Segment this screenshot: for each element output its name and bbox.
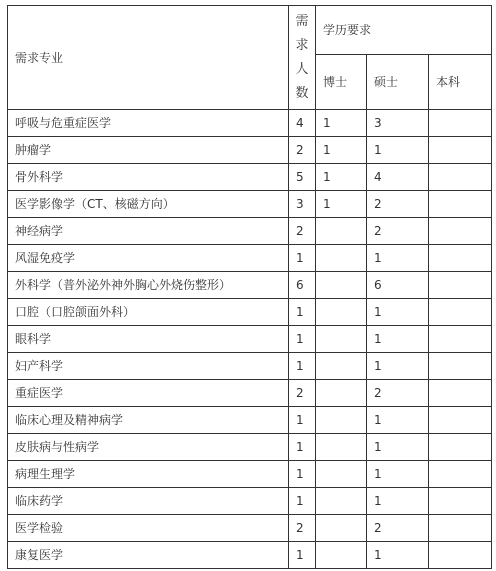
cell-master: 6 — [367, 272, 429, 299]
header-education: 学历要求 — [316, 6, 492, 55]
cell-major: 肿瘤学 — [8, 137, 289, 164]
cell-phd: 1 — [316, 110, 367, 137]
cell-count: 2 — [289, 218, 316, 245]
header-bachelor: 本科 — [429, 54, 492, 109]
cell-phd — [316, 299, 367, 326]
cell-master: 2 — [367, 515, 429, 542]
cell-bachelor — [429, 515, 492, 542]
cell-master: 2 — [367, 191, 429, 218]
cell-count: 1 — [289, 299, 316, 326]
cell-bachelor — [429, 272, 492, 299]
cell-master: 1 — [367, 407, 429, 434]
table-row — [8, 191, 492, 218]
table-row — [8, 515, 492, 542]
cell-phd — [316, 542, 367, 569]
table-row — [8, 326, 492, 353]
table-row — [8, 380, 492, 407]
table-row — [8, 434, 492, 461]
table-row — [8, 299, 492, 326]
cell-count: 3 — [289, 191, 316, 218]
header-master: 硕士 — [367, 54, 429, 109]
cell-count: 1 — [289, 488, 316, 515]
cell-bachelor — [429, 542, 492, 569]
header-phd: 博士 — [316, 54, 367, 109]
cell-bachelor — [429, 245, 492, 272]
cell-bachelor — [429, 407, 492, 434]
cell-major: 重症医学 — [8, 380, 289, 407]
cell-bachelor — [429, 137, 492, 164]
table-row — [8, 461, 492, 488]
cell-master: 1 — [367, 542, 429, 569]
cell-bachelor — [429, 299, 492, 326]
cell-count: 2 — [289, 137, 316, 164]
cell-master: 1 — [367, 434, 429, 461]
table-row — [8, 164, 492, 191]
cell-bachelor — [429, 380, 492, 407]
cell-major: 康复医学 — [8, 542, 289, 569]
header-row-1 — [8, 6, 492, 55]
cell-master: 1 — [367, 137, 429, 164]
cell-count: 6 — [289, 272, 316, 299]
cell-phd — [316, 488, 367, 515]
cell-phd — [316, 326, 367, 353]
cell-major: 医学影像学（CT、核磁方向） — [8, 191, 289, 218]
cell-master: 4 — [367, 164, 429, 191]
cell-major: 皮肤病与性病学 — [8, 434, 289, 461]
cell-phd — [316, 461, 367, 488]
requirements-table — [7, 5, 492, 569]
table-row — [8, 488, 492, 515]
table-row — [8, 542, 492, 569]
cell-master: 1 — [367, 461, 429, 488]
cell-count: 1 — [289, 326, 316, 353]
table-row — [8, 272, 492, 299]
cell-phd — [316, 515, 367, 542]
cell-master: 2 — [367, 218, 429, 245]
cell-major: 口腔（口腔颌面外科） — [8, 299, 289, 326]
cell-major: 骨外科学 — [8, 164, 289, 191]
cell-bachelor — [429, 326, 492, 353]
cell-major: 外科学（普外泌外神外胸心外烧伤整形） — [8, 272, 289, 299]
table-row — [8, 353, 492, 380]
cell-phd: 1 — [316, 191, 367, 218]
cell-phd: 1 — [316, 164, 367, 191]
cell-count: 4 — [289, 110, 316, 137]
cell-count: 2 — [289, 515, 316, 542]
cell-count: 5 — [289, 164, 316, 191]
cell-phd — [316, 380, 367, 407]
cell-master: 1 — [367, 488, 429, 515]
header-count: 需求人数 — [289, 6, 316, 110]
cell-master: 1 — [367, 299, 429, 326]
cell-bachelor — [429, 434, 492, 461]
cell-major: 妇产科学 — [8, 353, 289, 380]
cell-count: 1 — [289, 542, 316, 569]
cell-phd — [316, 407, 367, 434]
cell-bachelor — [429, 110, 492, 137]
header-major: 需求专业 — [8, 6, 289, 110]
table-row — [8, 407, 492, 434]
cell-major: 医学检验 — [8, 515, 289, 542]
cell-phd — [316, 434, 367, 461]
cell-phd — [316, 272, 367, 299]
cell-count: 2 — [289, 380, 316, 407]
cell-major: 呼吸与危重症医学 — [8, 110, 289, 137]
cell-count: 1 — [289, 434, 316, 461]
cell-major: 风湿免疫学 — [8, 245, 289, 272]
table-row — [8, 137, 492, 164]
cell-major: 眼科学 — [8, 326, 289, 353]
cell-bachelor — [429, 191, 492, 218]
cell-bachelor — [429, 353, 492, 380]
cell-bachelor — [429, 461, 492, 488]
cell-count: 1 — [289, 245, 316, 272]
cell-master: 2 — [367, 380, 429, 407]
cell-major: 临床药学 — [8, 488, 289, 515]
cell-count: 1 — [289, 353, 316, 380]
cell-bachelor — [429, 488, 492, 515]
cell-phd — [316, 218, 367, 245]
cell-master: 1 — [367, 353, 429, 380]
table-row — [8, 245, 492, 272]
cell-master: 1 — [367, 245, 429, 272]
cell-count: 1 — [289, 407, 316, 434]
cell-master: 3 — [367, 110, 429, 137]
cell-major: 病理生理学 — [8, 461, 289, 488]
cell-count: 1 — [289, 461, 316, 488]
cell-phd — [316, 245, 367, 272]
cell-bachelor — [429, 164, 492, 191]
cell-major: 临床心理及精神病学 — [8, 407, 289, 434]
table-row — [8, 110, 492, 137]
cell-phd: 1 — [316, 137, 367, 164]
cell-phd — [316, 353, 367, 380]
cell-bachelor — [429, 218, 492, 245]
table-row — [8, 218, 492, 245]
cell-master: 1 — [367, 326, 429, 353]
cell-major: 神经病学 — [8, 218, 289, 245]
